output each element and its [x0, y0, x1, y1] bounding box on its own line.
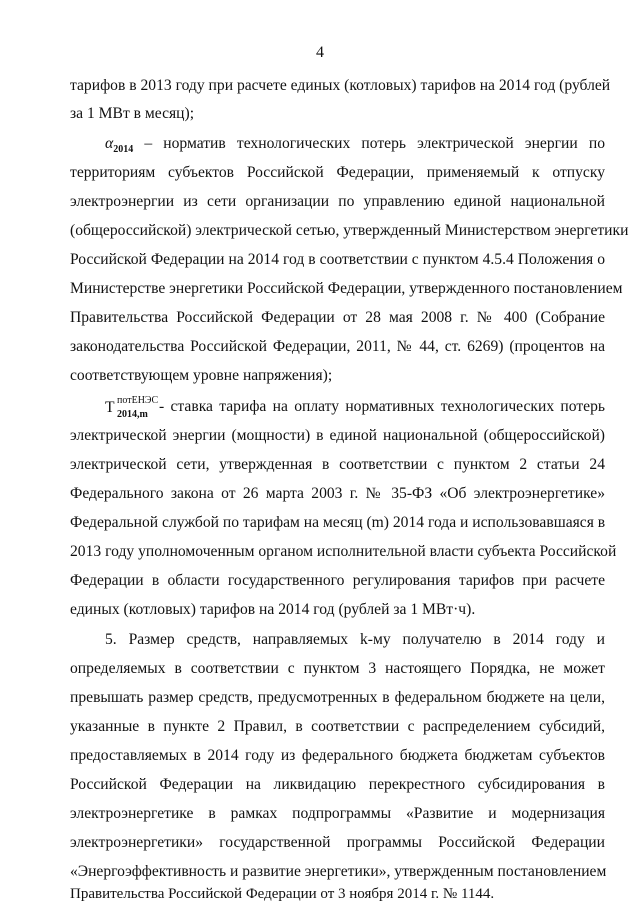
page-number: 4 [316, 44, 324, 61]
text-line: электрической сети, утвержденная в соответствии с пунктом 2 статьи 24 [70, 456, 605, 473]
text-line: соответствующем уровне напряжения); [70, 367, 333, 384]
text-line: указанные в пункте 2 Правил, в соответствии с распределением субсидий, [70, 718, 605, 735]
tariff-symbol: T потЕНЭС 2014,m [105, 395, 159, 420]
text-line: (общероссийской) электрической сетью, утвержденный Министерством энергетики [70, 222, 629, 239]
text-line: Российской Федерации на 2014 год в соответствии с пунктом 4.5.4 Положения о [70, 251, 605, 268]
text-line: превышать размер средств, предусмотренных в федеральном бюджете на цели, [70, 689, 605, 706]
text-line: Министерстве энергетики Российской Федерации, утвержденного постановлением [70, 280, 623, 297]
text-line: Федерации в области государственного регулирования тарифов при расчете [70, 572, 605, 589]
text-line: «Энергоэффективность и развитие энергетики», утвержденным постановлением [70, 863, 607, 880]
text-line: Российской Федерации на ликвидацию перекрестного субсидирования в [70, 776, 605, 793]
text-line: за 1 МВт в месяц); [70, 105, 195, 122]
text-line: 2013 году уполномоченным органом исполнительной власти субъекта Российской [70, 543, 617, 560]
text-line: единых (котловых) тарифов на 2014 год (рублей за 1 МВт·ч). [70, 601, 476, 618]
text-line: территориям субъектов Российской Федерации, применяемый к отпуску [70, 164, 605, 181]
text-line: электроэнергетике в рамках подпрограммы «Развитие и модернизация [70, 805, 605, 822]
text-line: предоставляемых в 2014 году из федерального бюджета бюджетам субъектов [70, 747, 605, 764]
text-line: электрической энергии (мощности) в единой национальной (общероссийской) [70, 427, 605, 444]
text-line: $\alpha_{2014}$ – норматив технологических потерь электрической энергии по [105, 135, 605, 156]
text-line: тарифов в 2013 году при расчете единых (котловых) тарифов на 2014 год (рублей [70, 77, 611, 94]
text-line: Федерального закона от 26 марта 2003 г. № 35-ФЗ «Об электроэнергетике» [70, 485, 605, 502]
text-line: электроэнергетики» государственной программы Российской Федерации [70, 834, 605, 851]
text-line: Федеральной службой по тарифам на месяц (m) 2014 года и использовавшаяся в [70, 514, 606, 531]
text-line: электроэнергии из сети организации по управлению единой национальной [70, 193, 605, 210]
text-line: T потЕНЭС 2014,m - ставка тарифа на оплату нормативных технологических потерь [105, 395, 605, 420]
text-line: законодательства Российской Федерации, 2011, № 44, ст. 6269) (процентов на [70, 338, 605, 355]
text-line: Правительства Российской Федерации от 28 мая 2008 г. № 400 (Собрание [70, 309, 605, 326]
alpha-symbol: $\alpha_{2014}$ [105, 135, 134, 156]
text-line: 5. Размер средств, направляемых k-му получателю в 2014 году и [105, 631, 605, 648]
text-line: определяемых в соответствии с пунктом 3 настоящего Порядка, не может [70, 660, 605, 677]
text-line: Правительства Российской Федерации от 3 ноября 2014 г. № 1144. [70, 886, 495, 902]
